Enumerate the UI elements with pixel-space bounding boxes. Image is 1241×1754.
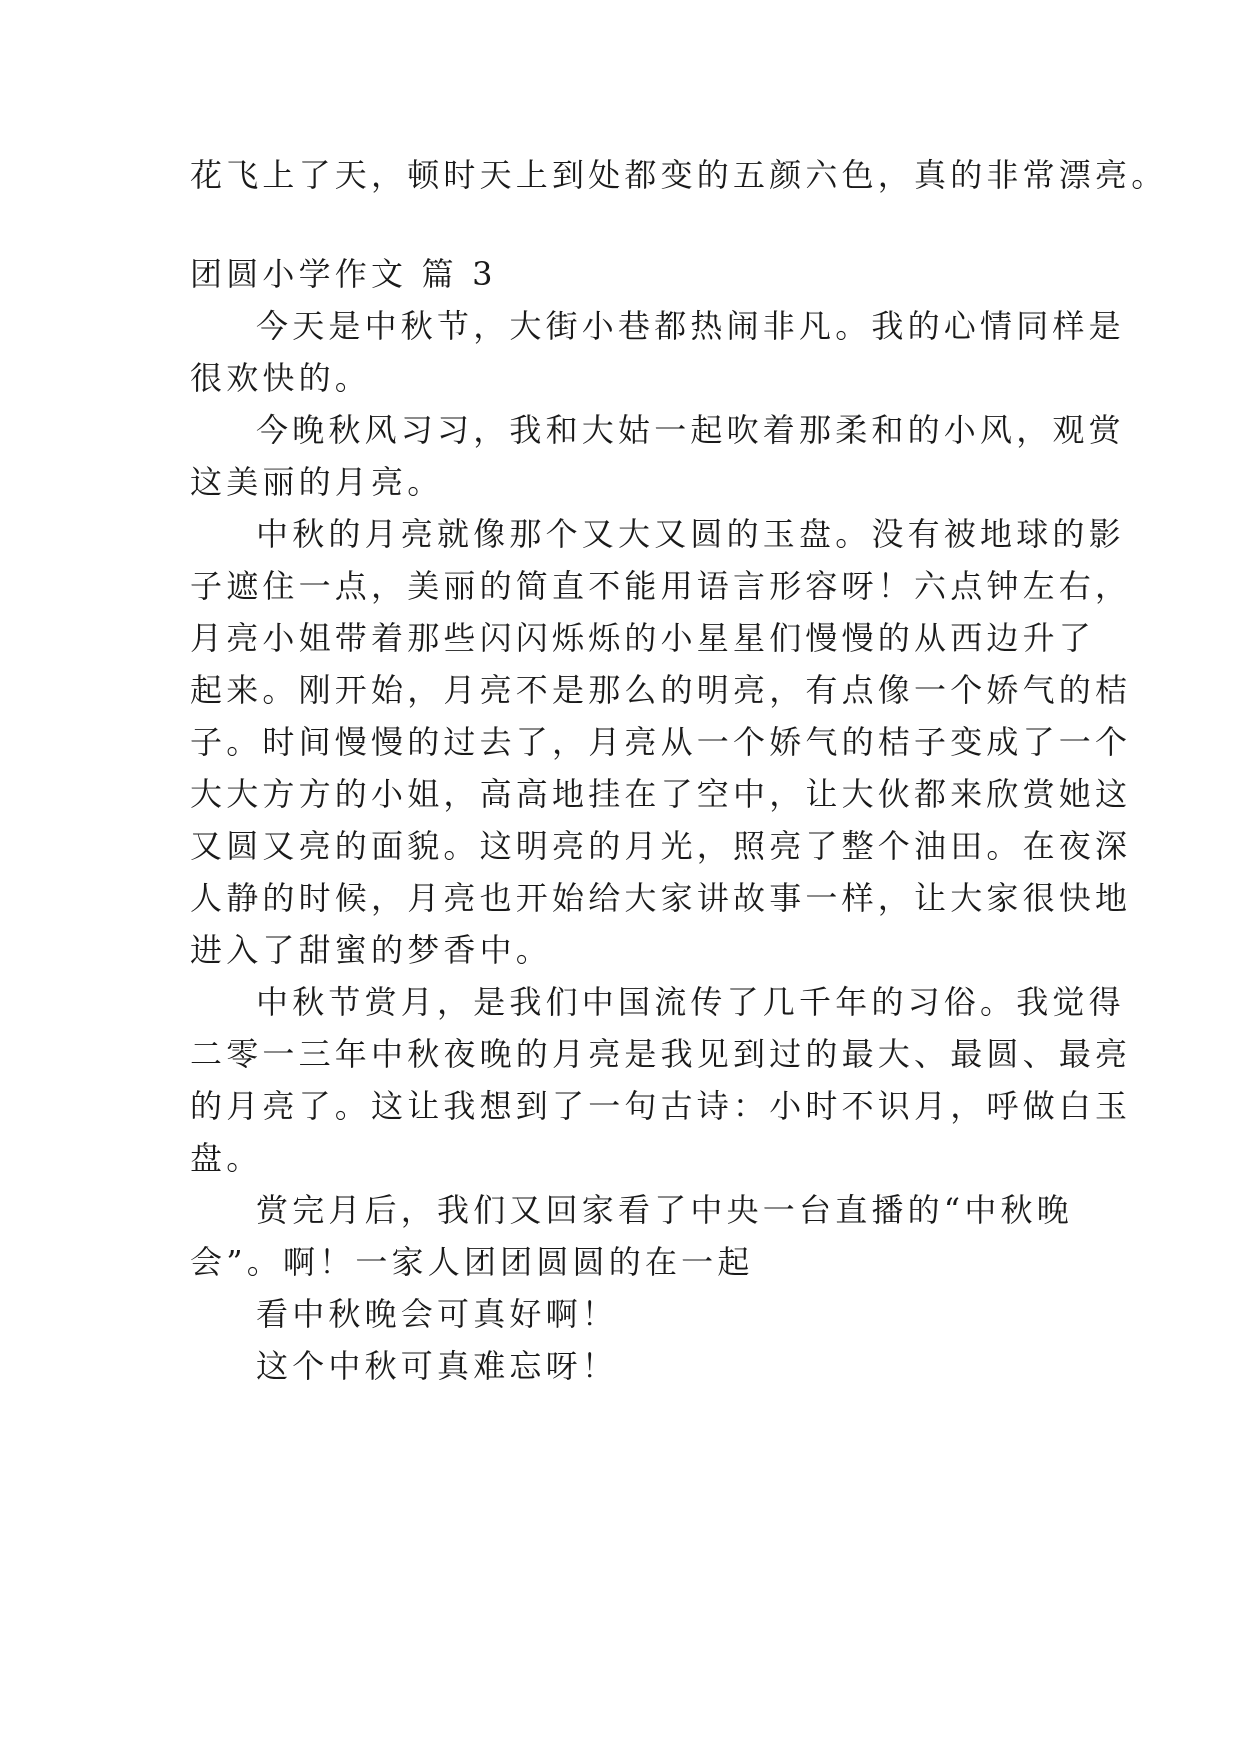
paragraph-1-line-1: 今天是中秋节，大街小巷都热闹非凡。我的心情同样是: [256, 307, 1125, 345]
text-line-continuation: 花飞上了天，顿时天上到处都变的五颜六色，真的非常漂亮。: [190, 156, 1168, 194]
paragraph-2-line-2: 这美丽的月亮。: [190, 463, 444, 501]
paragraph-3-line-2: 子遮住一点，美丽的简直不能用语言形容呀！六点钟左右，: [190, 567, 1132, 605]
paragraph-3-line-7: 又圆又亮的面貌。这明亮的月光，照亮了整个油田。在夜深: [190, 827, 1132, 865]
paragraph-1-line-2: 很欢快的。: [190, 359, 372, 397]
paragraph-6-line-1: 看中秋晚会可真好啊！: [256, 1295, 619, 1333]
paragraph-5-line-2: 会”。啊！一家人团团圆圆的在一起: [190, 1243, 754, 1281]
paragraph-7-line-1: 这个中秋可真难忘呀！: [256, 1347, 619, 1385]
paragraph-4-line-4: 盘。: [190, 1139, 263, 1177]
paragraph-3-line-5: 子。时间慢慢的过去了，月亮从一个娇气的桔子变成了一个: [190, 723, 1132, 761]
paragraph-4-line-2: 二零一三年中秋夜晚的月亮是我见到过的最大、最圆、最亮: [190, 1035, 1132, 1073]
paragraph-3-line-1: 中秋的月亮就像那个又大又圆的玉盘。没有被地球的影: [256, 515, 1125, 553]
paragraph-4-line-1: 中秋节赏月，是我们中国流传了几千年的习俗。我觉得: [256, 983, 1125, 1021]
paragraph-3-line-9: 进入了甜蜜的梦香中。: [190, 931, 553, 969]
paragraph-3-line-8: 人静的时候，月亮也开始给大家讲故事一样，让大家很快地: [190, 879, 1132, 917]
paragraph-3-line-3: 月亮小姐带着那些闪闪烁烁的小星星们慢慢的从西边升了: [190, 619, 1096, 657]
paragraph-2-line-1: 今晚秋风习习，我和大姑一起吹着那柔和的小风，观赏: [256, 411, 1125, 449]
paragraph-3-line-4: 起来。刚开始，月亮不是那么的明亮，有点像一个娇气的桔: [190, 671, 1132, 709]
paragraph-4-line-3: 的月亮了。这让我想到了一句古诗：小时不识月，呼做白玉: [190, 1087, 1132, 1125]
section-title: 团圆小学作文 篇 3: [190, 255, 497, 293]
paragraph-3-line-6: 大大方方的小姐，高高地挂在了空中，让大伙都来欣赏她这: [190, 775, 1132, 813]
paragraph-5-line-1: 赏完月后，我们又回家看了中央一台直播的“中秋晚: [256, 1191, 1073, 1229]
